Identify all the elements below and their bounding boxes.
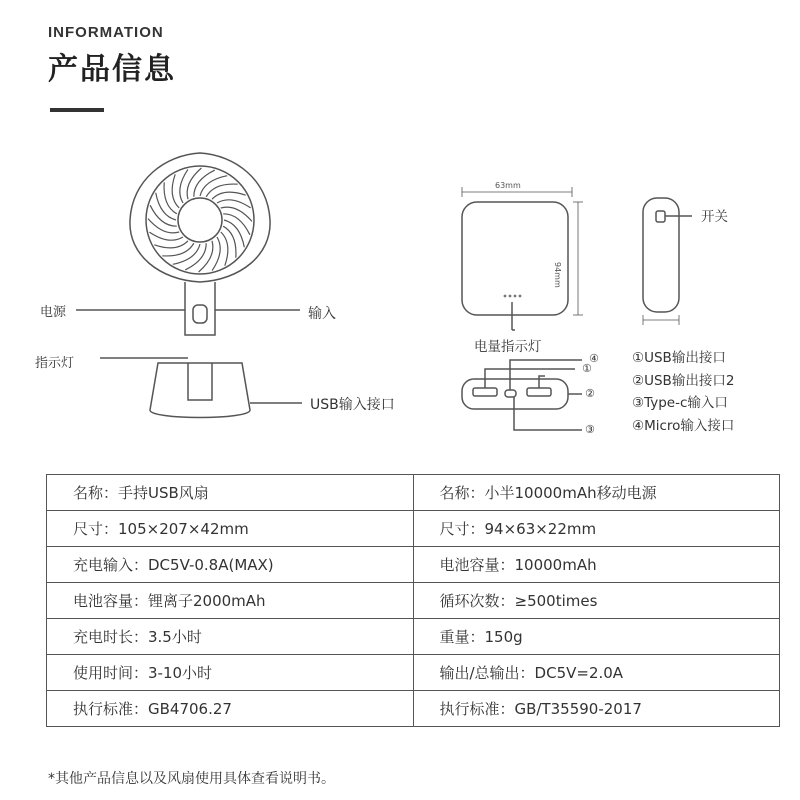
fan-blade (180, 169, 188, 203)
fan-spec-cell: 充电输入：DC5V-0.8A(MAX) (47, 547, 414, 583)
dim-width: 63mm (495, 181, 521, 190)
fan-blade (154, 241, 188, 248)
fan-blade (212, 192, 246, 199)
fan-spec-cell: 执行标准：GB4706.27 (47, 691, 414, 727)
callout-1: ① (582, 362, 592, 375)
label-input: 输入 (308, 306, 336, 322)
fan-spec-cell: 充电时长：3.5小时 (47, 619, 414, 655)
table-row (47, 547, 780, 583)
fan-blade (217, 200, 251, 208)
table-row (47, 655, 780, 691)
port-item: ②USB输出接口2 (632, 372, 735, 389)
port-item: ③Type-c输入口 (632, 395, 728, 411)
fan-blade (223, 214, 250, 235)
section-en-title: INFORMATION (48, 24, 164, 41)
table-row (47, 691, 780, 727)
callout-4: ④ (589, 352, 599, 365)
label-battery-indicator: 电量指示灯 (474, 339, 542, 355)
dim-height: 94mm (553, 262, 562, 288)
table-row (47, 475, 780, 511)
fan-spec-cell: 电池容量：锂离子2000mAh (47, 583, 414, 619)
bank-spec-cell: 电池容量：10000mAh (413, 547, 780, 583)
bank-spec-cell: 输出/总输出：DC5V=2.0A (413, 655, 780, 691)
port-legend (632, 347, 734, 437)
section-cn-title: 产品信息 (48, 52, 176, 87)
label-power: 电源 (40, 305, 67, 320)
fan-handle-drawing (76, 282, 300, 358)
fan-blade (223, 226, 236, 258)
fan-blade (185, 243, 206, 270)
label-switch: 开关 (701, 209, 728, 225)
power-bank-front-drawing (462, 187, 583, 330)
callout-3: ③ (585, 423, 595, 436)
fan-blade (221, 232, 228, 266)
fan-spec-cell: 名称：手持USB风扇 (47, 475, 414, 511)
power-bank-side-drawing (643, 198, 692, 325)
title-underline (50, 108, 104, 112)
port-item: ④Micro输入接口 (632, 417, 735, 434)
bank-spec-cell: 执行标准：GB/T35590-2017 (413, 691, 780, 727)
fan-blade (172, 174, 179, 208)
fan-blade (212, 237, 220, 271)
fan-spec-cell: 使用时间：3-10小时 (47, 655, 414, 691)
footnote: *其他产品信息以及风扇使用具体查看说明书。 (48, 771, 335, 787)
table-row (47, 583, 780, 619)
label-indicator: 指示灯 (35, 356, 75, 371)
table-row (47, 619, 780, 655)
power-bank-ports-drawing (462, 360, 582, 430)
fan-blade (149, 232, 183, 240)
fan-head-drawing (130, 153, 270, 282)
port-item: ①USB输出接口 (632, 350, 726, 366)
fan-base-drawing (150, 363, 302, 418)
bank-spec-cell: 名称：小半10000mAh移动电源 (413, 475, 780, 511)
fan-blade (194, 170, 215, 197)
spec-table (46, 474, 780, 727)
fan-blade (150, 205, 177, 226)
bank-spec-cell: 尺寸：94×63×22mm (413, 511, 780, 547)
table-row (47, 511, 780, 547)
callout-2: ② (585, 387, 595, 400)
battery-indicator-dots (504, 295, 522, 298)
label-usb-input-port: USB输入接口 (310, 397, 395, 413)
fan-spec-cell: 尺寸：105×207×42mm (47, 511, 414, 547)
bank-spec-cell: 循环次数：≥500times (413, 583, 780, 619)
fan-blade (164, 182, 177, 214)
fan-blade (162, 243, 194, 256)
fan-blade (206, 184, 238, 197)
bank-spec-cell: 重量：150g (413, 619, 780, 655)
